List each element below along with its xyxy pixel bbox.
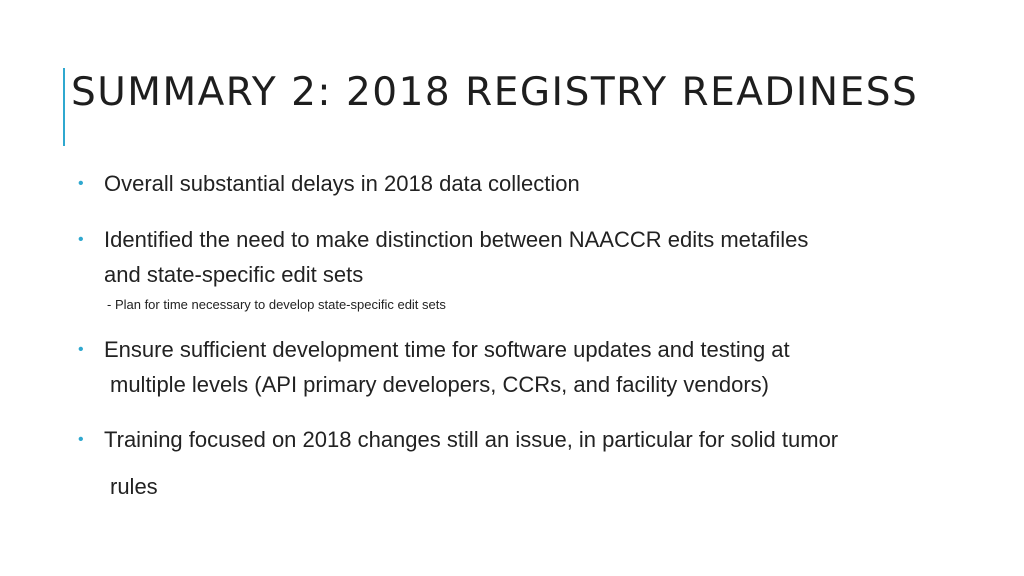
bullet-text: Ensure sufficient development time for software updates and testing at — [104, 337, 790, 362]
bullet-text: Training focused on 2018 changes still an issue, in particular for solid tumor — [104, 427, 839, 452]
bullet-item — [78, 332, 1008, 402]
bullet-text-continuation: multiple levels (API primary developers, CCRs, and facility vendors) — [110, 372, 770, 397]
bullet-dot-icon: • — [78, 175, 84, 192]
bullet-dot-icon: • — [78, 341, 84, 358]
bullet-text-continuation: rules — [110, 474, 158, 499]
bullet-item — [78, 422, 1008, 504]
bullet-list — [78, 166, 1008, 504]
bullet-dot-icon: • — [78, 231, 84, 248]
title-accent-bar — [63, 68, 65, 146]
bullet-item — [78, 166, 1008, 201]
bullet-text-continuation: and state-specific edit sets — [104, 262, 364, 287]
bullet-text: Overall substantial delays in 2018 data collection — [104, 171, 580, 196]
sub-bullet-text: - Plan for time necessary to develop state-specific edit sets — [107, 297, 446, 312]
slide-title: SUMMARY 2: 2018 REGISTRY READINESS — [71, 70, 919, 115]
bullet-dot-icon: • — [78, 431, 84, 448]
bullet-item — [78, 222, 1008, 316]
bullet-text: Identified the need to make distinction between NAACCR edits metafiles — [104, 227, 809, 252]
